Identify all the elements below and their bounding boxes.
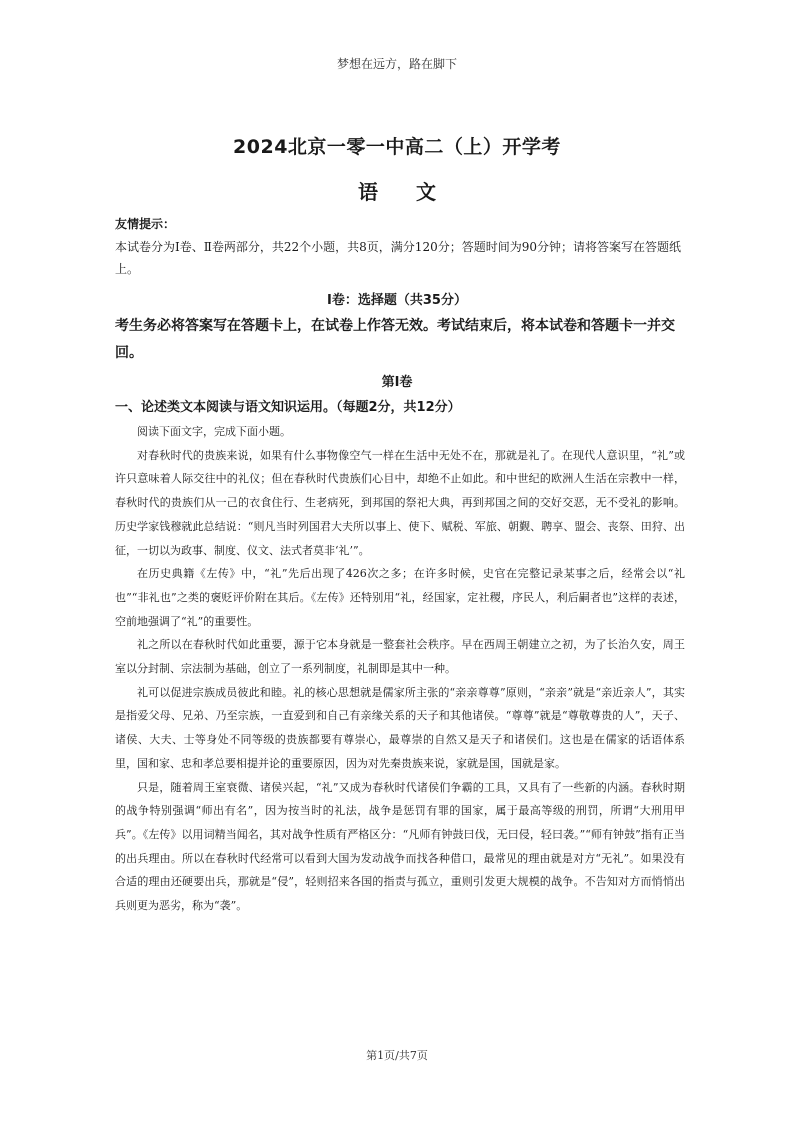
part1-notice: 考生务必将答案写在答题卡上，在试卷上作答无效。考试结束后，将本试卷和答题卡一并交回。 — [115, 318, 675, 361]
page-number: 第1页/共7页 — [366, 1049, 428, 1062]
tips-heading: 友情提示： — [115, 217, 176, 231]
passage-paragraph: 在历史典籍《左传》中，“礼”先后出现了426次之多；在许多时候，史官在完整记录某事之后，经常会以“礼也”“非礼也”之类的褒贬评价附在其后。《左传》还特别用“礼，经国家，定社稷，序民人，利后嗣者也”这样的表述，空前地强调了“礼”的重要性。 — [115, 567, 685, 628]
exam-title: 2024北京一零一中高二（上）开学考 — [233, 136, 561, 158]
passage-paragraph: 只是，随着周王室衰微、诸侯兴起，“礼”又成为春秋时代诸侯们争霸的工具，又具有了一些新的内涵。春秋时期的战争特别强调“师出有名”，因为按当时的礼法，战争是惩罚有罪的国家，属于最高等级的刑罚，所谓“大刑用甲兵”。《左传》以用词精当闻名，其对战争性质有严格区分：“凡师有钟鼓曰伐，无曰侵，轻曰袭。”“师有钟鼓”指有正当的出兵理由。所以在春秋时代经常可以看到大国为发动战争而找各种借口，最常见的理由就是对方“无礼”。如果没有合适的理由还硬要出兵，那就是“侵”，轻则招来各国的指责与孤立，重则引发更大规模的战争。不告知对方而悄悄出兵则更为恶劣，称为“袭”。 — [115, 780, 685, 913]
passage-paragraph: 礼之所以在春秋时代如此重要，源于它本身就是一整套社会秩序。早在西周王朝建立之初，为了长治久安，周王室以分封制、宗法制为基础，创立了一系列制度，礼制即是其中一种。 — [115, 638, 685, 676]
tips-text: 本试卷分为Ⅰ卷、Ⅱ卷两部分，共22个小题，共8页，满分120分；答题时间为90分钟；请将答案写在答题纸上。 — [115, 240, 681, 276]
header-motto: 梦想在远方，路在脚下 — [336, 57, 457, 71]
passage-paragraph: 礼可以促进宗族成员彼此和睦。礼的核心思想就是儒家所主张的“亲亲尊尊”原则，“亲亲”就是“亲近亲人”，其实是指爱父母、兄弟、乃至宗族，一直爱到和自己有亲缘关系的天子和其他诸侯。“尊尊”就是“尊敬尊贵的人”，天子、诸侯、大夫、士等身处不同等级的贵族都要有尊崇心，最尊崇的自然又是天子和诸侯们。这也是在儒家的话语体系里，国和家、忠和孝总要相提并论的重要原因，因为对先秦贵族来说，家就是国，国就是家。 — [115, 685, 685, 770]
exam-subject: 语文 — [358, 180, 474, 204]
volume-title: 第Ⅰ卷 — [381, 375, 413, 390]
part1-title: Ⅰ卷：选择题（共35分） — [327, 293, 467, 308]
reading-passage — [115, 420, 685, 918]
section1-title: 一、论述类文本阅读与语文知识运用。（每题2分，共12分） — [115, 400, 461, 415]
passage-paragraph: 对春秋时代的贵族来说，如果有什么事物像空气一样在生活中无处不在，那就是礼了。在现代人意识里，“礼”或许只意味着人际交往中的礼仪；但在春秋时代贵族们心目中，却绝不止如此。和中世纪的欧洲人生活在宗教中一样，春秋时代的贵族们从一己的衣食住行、生老病死，到邦国的祭祀大典，再到邦国之间的交好交恶，无不受礼的影响。历史学家钱穆就此总结说：“则凡当时列国君大夫所以事上、使下、赋税、军旅、朝觐、聘享、盟会、丧祭、田狩、出征，一切以为政事、制度、仪文、法式者莫非‘礼’”。 — [115, 448, 685, 557]
passage-instruction: 阅读下面文字，完成下面小题。 — [137, 425, 291, 438]
